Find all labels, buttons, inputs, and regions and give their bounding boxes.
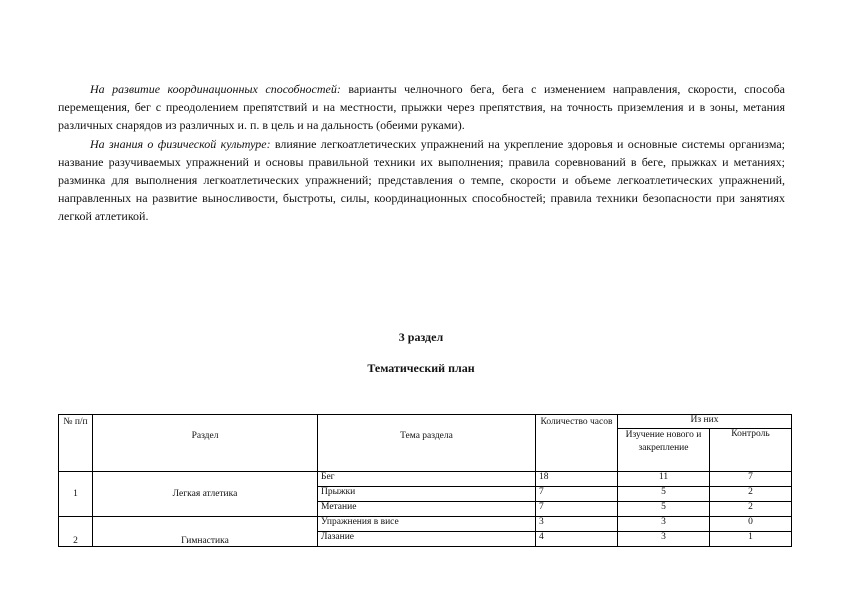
paragraph-knowledge [58,135,785,225]
row-study: 3 [618,517,710,532]
paragraph-coordination [58,80,785,134]
paragraph-text: влияние легкоатлетических упражнений на укрепление здоровья и основные системы организма; название разучиваемых упражнений и основы правильной техники их выполнения; правила соревнований в беге, прыжках и метаниях; разминка для выполнения легкоатлетических упражнений; представления о темпе, скорости и объеме легкоатлетических упражнений, направленных на развитие выносливости, быстроты, силы, координационных способностей; правила техники безопасности при занятиях легкой атлетикой. [58,137,785,223]
header-control: Контроль [710,429,792,472]
header-num: № п/п [59,415,93,472]
row-study: 5 [618,502,710,517]
header-study: Изучение нового и закрепление [618,429,710,472]
header-of-them: Из них [618,415,792,429]
row-study: 5 [618,487,710,502]
row-topic: Лазание [318,532,536,547]
header-section: Раздел [93,415,318,472]
group-num: 1 [59,472,93,517]
row-control: 1 [710,532,792,547]
row-topic: Упражнения в висе [318,517,536,532]
row-hours: 18 [536,472,618,487]
group-section: Легкая атлетика [93,472,318,517]
header-hours: Количество часов [536,415,618,472]
plan-title: Тематический план [367,361,475,375]
table-header-row [59,415,792,429]
paragraph-text: варианты челночного бега, бега с изменением направления, скорости, способа перемещения, бег с преодолением препятствий и на местности, прыжки через препятствия, на точность приземления и в зоны, метания различных снарядов из различных и. п. в цель и на дальность (обеими руками). [58,82,785,132]
row-study: 11 [618,472,710,487]
row-study: 3 [618,532,710,547]
row-control: 2 [710,487,792,502]
row-topic: Прыжки [318,487,536,502]
row-hours: 3 [536,517,618,532]
row-hours: 4 [536,532,618,547]
group-num: 2 [59,517,93,547]
paragraph-lead: На знания о физической культуре: [90,137,271,151]
header-topic: Тема раздела [318,415,536,472]
group-section: Гимнастика [93,517,318,547]
row-topic: Метание [318,502,536,517]
paragraph-lead: На развитие координационных способностей: [90,82,341,96]
row-topic: Бег [318,472,536,487]
table-row [59,472,792,487]
row-control: 0 [710,517,792,532]
table-row [59,517,792,532]
row-control: 7 [710,472,792,487]
row-hours: 7 [536,487,618,502]
section-title: 3 раздел [398,330,444,344]
thematic-plan-table [58,414,792,547]
row-hours: 7 [536,502,618,517]
row-control: 2 [710,502,792,517]
